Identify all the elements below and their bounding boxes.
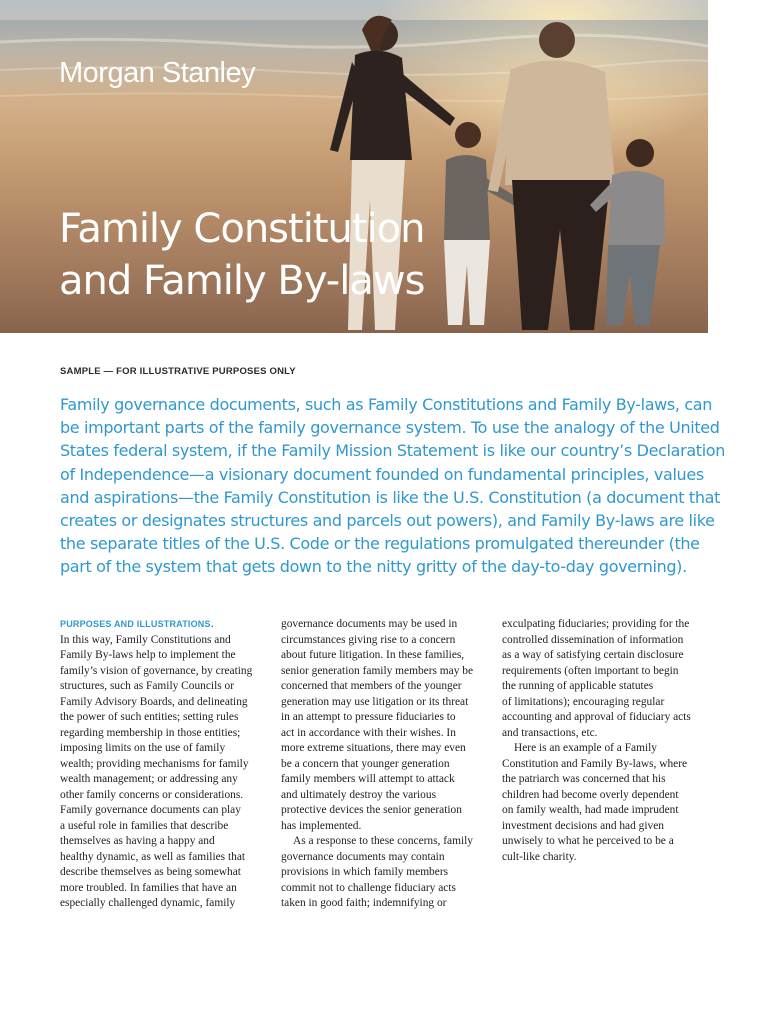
body-text-line: of limitations); encouraging regular bbox=[502, 695, 665, 708]
body-text-line: Family Advisory Boards, and delineating bbox=[60, 695, 248, 708]
body-text-line: Here is an example of a Family bbox=[514, 742, 657, 754]
body-text-line: a useful role in families that describe bbox=[60, 819, 229, 832]
body-text-line: imposing limits on the use of family bbox=[60, 742, 226, 754]
body-text-line: concerned that members of the younger bbox=[281, 680, 462, 692]
sample-disclaimer: SAMPLE — FOR ILLUSTRATIVE PURPOSES ONLY bbox=[60, 366, 296, 377]
body-text-line: controlled dissemination of information bbox=[502, 633, 684, 646]
section-heading: PURPOSES AND ILLUSTRATIONS bbox=[60, 619, 211, 629]
body-text-line: taken in good faith; indemnifying or bbox=[281, 897, 447, 909]
body-text-line: circumstances giving rise to a concern bbox=[281, 633, 456, 646]
body-column-1 bbox=[60, 617, 270, 912]
brand-logo: Morgan Stanley bbox=[59, 57, 256, 89]
body-text-line: provisions in which family members bbox=[281, 866, 449, 878]
body-text-line: in an attempt to pressure fiduciaries to bbox=[281, 711, 456, 723]
body-text-line: has implemented. bbox=[281, 819, 362, 832]
body-text-line: structures, such as Family Councils or bbox=[60, 680, 235, 692]
column-text bbox=[502, 617, 712, 865]
body-text-line: more extreme situations, there may even bbox=[281, 742, 466, 754]
title-line: Family Constitution bbox=[59, 206, 425, 252]
body-text-line: In this way, Family Constitutions and bbox=[60, 633, 231, 646]
body-text-line: requirements (often important to begin bbox=[502, 664, 679, 677]
body-text-line: act in accordance with their wishes. In bbox=[281, 726, 456, 739]
intro-line: part of the system that gets down to the nitty gritty of the day-to-day governing). bbox=[60, 557, 687, 577]
page-title bbox=[59, 203, 424, 307]
section-heading-line bbox=[60, 617, 270, 633]
body-text-line: the running of applicable statutes bbox=[502, 680, 654, 692]
hero-banner bbox=[0, 0, 708, 333]
body-text-line: wealth management; or addressing any bbox=[60, 773, 238, 785]
body-text-line: Constitution and Family By-laws, where bbox=[502, 757, 688, 770]
body-text-line: governance documents may be used in bbox=[281, 618, 458, 630]
body-text-line: regarding membership in those entities; bbox=[60, 726, 241, 739]
intro-line: the separate titles of the U.S. Code or the regulations promulgated thereunder (the bbox=[60, 534, 700, 554]
body-text-line: governance documents may contain bbox=[281, 850, 445, 863]
body-text-line: children had become overly dependent bbox=[502, 788, 679, 801]
body-column-2 bbox=[281, 617, 491, 912]
body-text-line: and transactions, etc. bbox=[502, 726, 598, 739]
intro-line: and aspirations—the Family Constitution is like the U.S. Constitution (a document that bbox=[60, 487, 721, 507]
column-text bbox=[281, 617, 491, 912]
body-text-line: especially challenged dynamic, family bbox=[60, 897, 236, 909]
body-text-line: protective devices the senior generation bbox=[281, 804, 462, 816]
body-text-line: family members will attempt to attack bbox=[281, 773, 455, 785]
body-text-line: wealth; providing mechanisms for family bbox=[60, 757, 249, 770]
title-line: and Family By-laws bbox=[59, 258, 425, 304]
body-text-line: senior generation family members may be bbox=[281, 664, 473, 677]
column-text bbox=[60, 633, 270, 912]
body-text-line: the patriarch was concerned that his bbox=[502, 773, 666, 785]
body-text-line: family’s vision of governance, by creating bbox=[60, 664, 253, 677]
body-text-line: about future litigation. In these families, bbox=[281, 649, 465, 661]
body-text-line: other family concerns or considerations. bbox=[60, 788, 244, 801]
body-text-line: on family wealth, had made imprudent bbox=[502, 804, 679, 816]
body-text-line: Family By-laws help to implement the bbox=[60, 649, 236, 661]
intro-paragraph bbox=[60, 393, 726, 579]
intro-line: States federal system, if the Family Mission Statement is like our country’s Declaration bbox=[60, 441, 726, 461]
body-text-line: and ultimately destroy the various bbox=[281, 788, 437, 801]
body-text-line: commit not to challenge fiduciary acts bbox=[281, 881, 456, 894]
body-text-line: unwisely to what he perceived to be a bbox=[502, 835, 674, 847]
body-text-line: the power of such entities; setting rules bbox=[60, 711, 239, 723]
body-text-line: exculpating fiduciaries; providing for the bbox=[502, 618, 690, 630]
body-text-line: accounting and approval of fiduciary acts bbox=[502, 711, 691, 723]
intro-line: of Independence—a visionary document founded on fundamental principles, values bbox=[60, 464, 704, 484]
body-text-line: healthy dynamic, as well as families that bbox=[60, 850, 246, 863]
body-column-3 bbox=[502, 617, 712, 865]
body-text-line: Family governance documents can play bbox=[60, 804, 241, 816]
body-text-line: investment decisions and had given bbox=[502, 819, 664, 832]
intro-line: Family governance documents, such as Family Constitutions and Family By-laws, can bbox=[60, 395, 713, 414]
intro-line: creates or designates structures and parcels out powers), and Family By-laws are like bbox=[60, 511, 715, 531]
body-text-line: as a way of satisfying certain disclosure bbox=[502, 649, 684, 661]
body-text-line: be a concern that younger generation bbox=[281, 757, 450, 770]
body-text-line: generation may use litigation or its threat bbox=[281, 695, 469, 708]
body-text-line: more troubled. In families that have an bbox=[60, 881, 237, 894]
body-text-line: cult-like charity. bbox=[502, 850, 577, 863]
body-text-line: describe themselves as being somewhat bbox=[60, 866, 241, 878]
section-heading-period: . bbox=[210, 618, 214, 630]
intro-line: be important parts of the family governance system. To use the analogy of the United bbox=[60, 418, 720, 438]
body-text-line: themselves as having a happy and bbox=[60, 835, 215, 847]
body-text-line: As a response to these concerns, family bbox=[293, 835, 473, 847]
